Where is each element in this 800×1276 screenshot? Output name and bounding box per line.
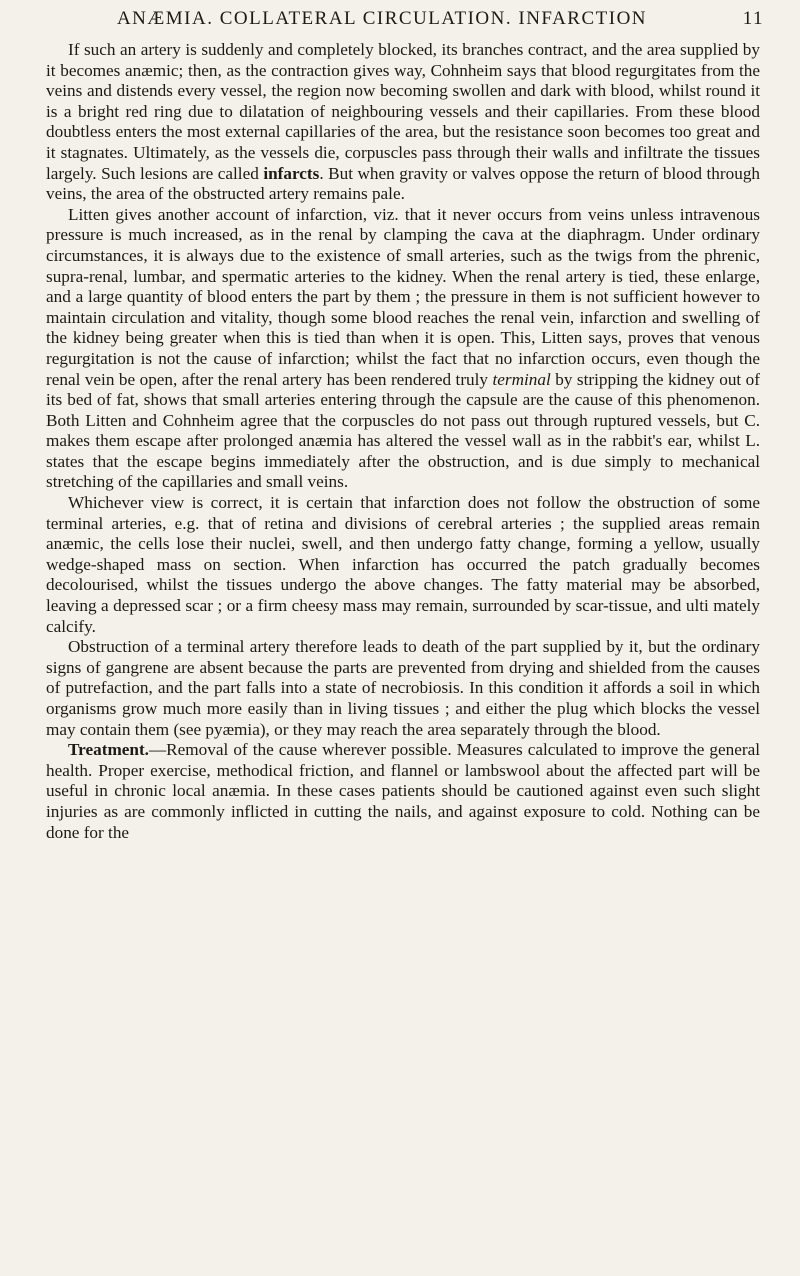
- page-body: [46, 40, 760, 843]
- running-title: ANÆMIA. COLLATERAL CIRCULATION. INFARCTION: [116, 8, 648, 29]
- paragraph-litten: [46, 205, 760, 493]
- paragraph-text: by stripping the kidney out of its bed of fat, shows that small arteries entering through the capsule are the cause of this phenomenon. Both Litten and Cohnheim agree that the corpuscles do not pass out through ruptured vessels, but C. makes them escape after prolonged anæmia has altered the vessel wall as in the rabbit's ear, whilst L. states that the escape begins immediately after the obstruction, and is due simply to mechanical stretching of the capillaries and small veins.: [46, 369, 761, 492]
- paragraph-necrobiosis: Obstruction of a terminal artery therefore leads to death of the part supplied by it, but the ordinary signs of gangrene are absent because the parts are prevented from drying and shielded from the causes of putrefaction, and the part falls into a state of necrobiosis. In this condition it affords a soil in which organisms grow much more easily than in living tissues ; and either the plug which blocks the vessel may contain them (see pyæmia), or they may reach the area separately through the blood.: [46, 637, 760, 739]
- paragraph-text: —Removal of the cause wherever possible. Measures calculated to improve the general health. Proper exercise, methodical friction, and flannel or lambswool about the affected part will be useful in chronic local anæmia. In these cases patients should be cautioned against even such slight injuries as are commonly inflicted in cutting the nails, and against exposure to cold. Nothing can be done for the: [46, 740, 760, 842]
- term-terminal: terminal: [492, 369, 551, 389]
- paragraph-infarcts: [46, 40, 760, 205]
- paragraph-treatment: [46, 740, 760, 843]
- running-header: [40, 4, 764, 34]
- paragraph-text: If such an artery is suddenly and completely blocked, its branches contract, and the area supplied by it becomes anæmic; then, as the contraction gives way, Cohnheim says that blood regurgitates from the veins and distends every vessel, the region now becoming swollen and dark with blood, whilst round it is a bright red ring due to dilatation of neighbouring vessels and their capillaries. From these blood doubtless enters the most external capillaries of the area, but the resistance soon becomes too great and it stagnates. Ultimately, as the vessels die, corpuscles pass through their walls and infiltrate the tissues largely. Such lesions are called: [46, 40, 760, 183]
- term-infarcts: infarcts: [263, 163, 320, 183]
- paragraph-text: . But when gravity or valves oppose the return of blood through veins, the area of the obstructed artery remains pale.: [46, 163, 761, 204]
- paragraph-terminal-arteries: Whichever view is correct, it is certain that infarction does not follow the obstruction of some terminal arteries, e.g. that of retina and divisions of cerebral arteries ; the supplied areas remain anæmic, the cells lose their nuclei, swell, and then undergo fatty change, forming a yellow, usually wedge-shaped mass on section. When infarction has occurred the patch gradually becomes decolourised, whilst the tissues undergo the above changes. The fatty material may be absorbed, leaving a depressed scar ; or a firm cheesy mass may remain, surrounded by scar-tissue, and ulti mately calcify.: [46, 493, 760, 636]
- paragraph-text: Litten gives another account of infarction, viz. that it never occurs from veins unless intravenous pressure is much increased, as in the renal by clamping the cava at the diaphragm. Under ordinary circumstances, it is always due to the existence of small arteries, such as the twigs from the phrenic, supra-renal, lumbar, and spermatic arteries to the kidney. When the renal artery is tied, these enlarge, and a large quantity of blood enters the part by them ; the pressure in them is not sufficient however to maintain circulation and vitality, though some blood reaches the renal vein, infarction and swelling of the kidney being greater when this is tied than when it is open. This, Litten says, proves that venous regurgitation is not the cause of infarction; whilst the fact that no infarction occurs, even though the renal vein be open, after the renal artery has been rendered truly: [46, 204, 760, 389]
- treatment-heading: Treatment.: [68, 740, 149, 760]
- page-number: 11: [742, 8, 764, 29]
